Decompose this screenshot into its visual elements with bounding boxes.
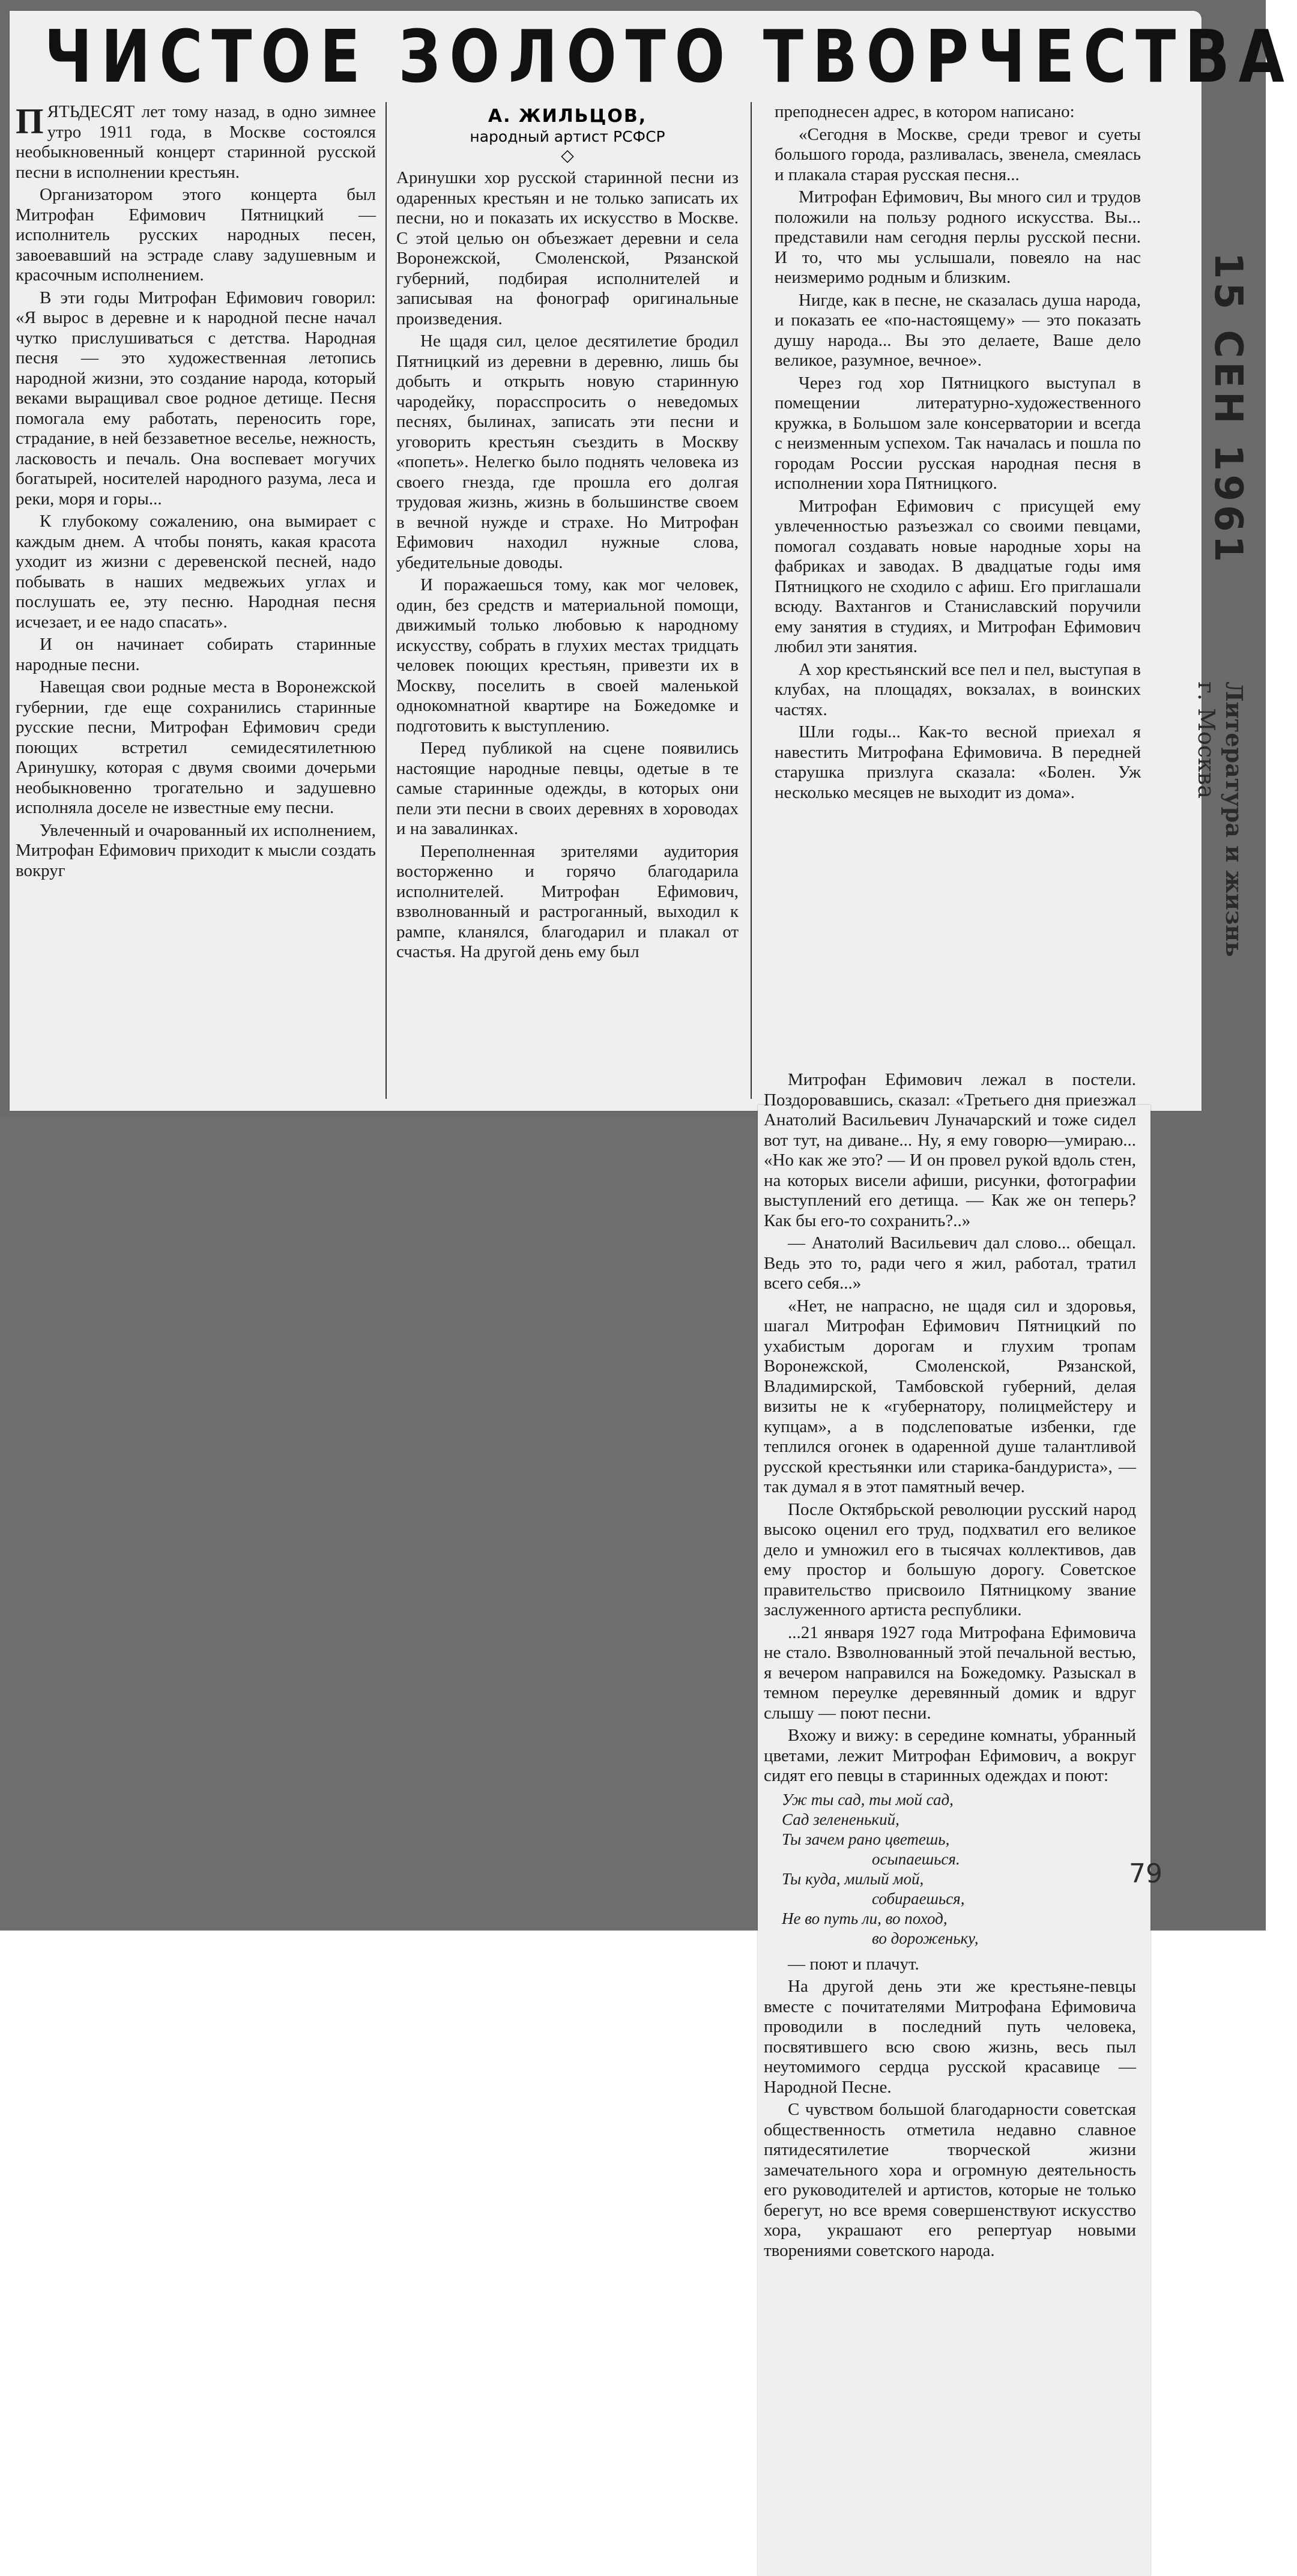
paragraph: ...21 января 1927 года Митрофана Ефимовича не стало. Взволнованный этой печальной вестью, я вечером направился на Божедомку. Разыскал в темном переулке деревянный домик и вдруг слышу — поют песни. [764, 1622, 1136, 1723]
ornament-icon: ◇ [561, 147, 574, 165]
paragraph: С чувством большой благодарности советская общественность отметила недавно славное пятидесятилетие творческой жизни замечательного хора и огромную деятельность его руководителей и артистов, которые не только берегут, но все время совершенствуют искусство хора, украшают его репертуар новыми творениями советского народа. [764, 2100, 1136, 2260]
paragraph: Шли годы... Как-то весной приехал я навестить Митрофана Ефимовича. В передней старушка призлуга сказала: «Болен. Уж несколько месяцев не выходит из дома». [775, 722, 1141, 802]
paragraph: И поражаешься тому, как мог человек, один, без средств и материальной помощи, движимый только любовью к народному искусству, собрать в глухих местах тридцать человек поющих крестьян, привезти их в Москву, поселить в своей маленькой однокомнатной квартире на Божедомке и подготовить к выступлению. [396, 575, 739, 736]
author-rank: народный артист РСФСР [470, 128, 665, 145]
publication-name: Литература и жизнь [1221, 682, 1248, 957]
article-title: ЧИСТОЕ ЗОЛОТО ТВОРЧЕСТВА [44, 16, 1293, 99]
paragraph: Переполненная зрителями аудитория восторженно и горячо благодарила исполнителей. Митрофан Ефимович, взволнованный и растроганный, выходил к рампе, кланялся, благодарил и плакал от счастья. На другой день ему был [396, 841, 739, 961]
archive-page-number: 79 [1129, 1858, 1162, 1889]
paragraph: Аринушки хор русской старинной песни из одаренных крестьян и не только записать их песни, но и показать их искусство в Москве. С этой целью он объезжает деревни и села Воронежской, Смоленской, Рязанской губерний, подбирая исполнителей и записывая на фонограф оригинальные произведения. [396, 168, 739, 328]
paragraph: Увлеченный и очарованный их исполнением, Митрофан Ефимович приходит к мысли создать вокруг [16, 820, 376, 880]
column-rule [751, 102, 752, 1099]
paragraph: Перед публикой на сцене появились настоящие народные певцы, одетые в те самые старинные одежды, в которых они пели эти песни в своих деревнях в хороводах и на завалинках. [396, 739, 739, 838]
verse-line: Не во путь ли, во поход, [782, 1909, 948, 1927]
paragraph: На другой день эти же крестьяне-певцы вместе с почитателями Митрофана Ефимовича проводили в последний путь человека, посвятившего всю свою жизнь, весь пыл неутомимого сердца русской красавице — Народной Песне. [764, 1977, 1136, 2097]
paragraph: «Сегодня в Москве, среди тревог и суеты большого города, разливалась, звенела, смеялась и плакала старая русская песня... [775, 124, 1141, 184]
backing-board-shadow [0, 1116, 760, 1930]
publication-city: г. Москва [1193, 682, 1220, 799]
verse-line: Ты куда, милый мой, [782, 1869, 924, 1888]
verse-line: осыпаешься. [872, 1849, 960, 1868]
verse-line: собираешься, [872, 1889, 965, 1908]
verse-line: Сад зелененький, [782, 1810, 899, 1828]
paragraph: Организатором этого концерта был Митрофан Ефимович Пятницкий — исполнитель русских народных песен, завоевавший на эстраде славу задушевным и красочным исполнением. [16, 185, 376, 285]
paragraph: Митрофан Ефимович с присущей ему увлеченностью разъезжал со своими певцами, помогал создавать новые народные хоры на фабриках и заводах. В двадцатые годы имя Пятницкого не сходило с афиш. Его приглашали всюду. Вахтангов и Станиславский поручили ему занятия в студиях, и Митрофан Ефимович любил эти занятия. [775, 496, 1141, 656]
author-name: А. ЖИЛЬЦОВ, [488, 106, 647, 127]
paragraph: В эти годы Митрофан Ефимович говорил: «Я вырос в деревне и к народной песне начал чутко прислушиваться с детства. Народная песня — это художественная летопись народной жизни, это создание народа, который веками выращивал свое родное детище. Песня помогала ему работать, переносить горе, страдание, в ней беззаветное веселье, нежность, ласковость и печаль. Она воспевает могучих богатырей, носителей народного разума, леса и реки, моря и горы... [16, 288, 376, 509]
drop-cap: П [16, 101, 44, 141]
paragraph: «Нет, не напрасно, не щадя сил и здоровья, шагал Митрофан Ефимович Пятницкий по ухабистым дорогам и глухим тропам Воронежской, Смоленской, Рязанской, Владимирской, Тамбовской губерний, делая визиты не к «губернатору, полицмейстеру и купцам», а в подслеповатые избенки, где теплился огонек в одаренной душе талантливой русской крестьянки или старика-бандуриста», — так думал я в этот памятный вечер. [764, 1296, 1136, 1496]
paragraph: К глубокому сожалению, она вымирает с каждым днем. А чтобы понять, какая красота уходит из жизни с деревенской песней, надо побывать в наших медвежьих углах и послушать ее, эту песню. Народная песня исчезает, и ее надо спасать». [16, 512, 376, 632]
column-rule [385, 102, 387, 1099]
paragraph: Навещая свои родные места в Воронежской губернии, где еще сохранились старинные русские песни, Митрофан Ефимович среди поющих встретил семидесятилетнюю Аринушку, которая с двумя своими дочерьми необыкновенно трогательно и задушевно исполняла доселе не известные ему песни. [16, 677, 376, 817]
paragraph: Вхожу и вижу: в середине комнаты, убранный цветами, лежит Митрофан Ефимович, а вокруг сидят его певцы в старинных одеждах и поют: [764, 1726, 1136, 1785]
paragraph: И он начинает собирать старинные народные песни. [16, 635, 376, 674]
paragraph: Митрофан Ефимович, Вы много сил и трудов положили на пользу родного искусства. Вы... представили нам сегодня перлы русской песни. И то, что мы услышали, повеяло на нас неизмеримо родным и близким. [775, 187, 1141, 287]
paragraph: Через год хор Пятницкого выступал в помещении литературно-художественного кружка, в Большом зале консерватории и всегда с неизменным успехом. Так началась и пошла по городам России русская народная песня в исполнении хора Пятницкого. [775, 373, 1141, 493]
paragraph: преподнесен адрес, в котором написано: [775, 102, 1075, 121]
verse-line: Ты зачем рано цветешь, [782, 1830, 950, 1848]
paragraph: После Октябрьской революции русский народ высоко оценил его труд, подхватил его великое дело и умножил его в тысячах коллективов, дав ему простор и большую дорогу. Советское правительство присвоило Пятницкому звание заслуженного артиста республики. [764, 1499, 1136, 1619]
paragraph: А хор крестьянский все пел и пел, выступая в клубах, на площадях, вокзалах, в воинских частях. [775, 659, 1141, 719]
article-column-3 [775, 102, 1141, 805]
paragraph: Нигде, как в песне, не сказалась душа народа, и показать ее «по-настоящему» — это показать душу народа... Вы это делаете, Ваше дело великое, разумное, вечное». [775, 290, 1141, 370]
paragraph: — Анатолий Васильевич дал слово... обещал. Ведь это то, ради чего я жил, работал, тратил всего себя...» [764, 1233, 1136, 1293]
paragraph: — поют и плачут. [788, 1954, 919, 1974]
date-stamp: 15 СЕН 1961 [1206, 252, 1250, 566]
verse-line: Уж ты сад, ты мой сад, [782, 1790, 954, 1809]
song-verse [764, 1790, 1136, 1949]
byline [396, 106, 739, 166]
article-column-1 [16, 102, 376, 883]
verse-line: во дороженьку, [872, 1929, 979, 1947]
paragraph: Митрофан Ефимович лежал в постели. Поздоровавшись, сказал: «Третьего дня приезжал Анатолий Васильевич Луначарский и тоже сидел вот тут, на диване... Ну, я ему говорю—умираю... «Но как же это? — И он провел рукой вдоль стен, на которых висели афиши, рисунки, фотографии выступлений его детища. — Как же он теперь? Как бы его-то сохранить?..» [764, 1070, 1136, 1230]
article-column-2 [396, 168, 739, 965]
article-column-4 [764, 1070, 1136, 2263]
paragraph: ЯТЬДЕСЯТ лет тому назад, в одно зимнее утро 1911 года, в Москве состоялся необыкновенный концерт старинной русской песни в исполнении крестьян. [16, 102, 376, 182]
source-stamp [1193, 682, 1248, 964]
paragraph: Не щадя сил, целое десятилетие бродил Пятницкий из деревни в деревню, лишь бы добыть и открыть новую старинную чародейку, порасспросить о неведомых песнях, былинах, записать эти песни и уговорить крестьян съездить в Москву «попеть». Нелегко было поднять человека из своего гнезда, где прошла его долгая трудовая жизнь, жизнь в большинстве своем в вечной нужде и страхе. Но Митрофан Ефимович находил нужные слова, убедительные доводы. [396, 331, 739, 572]
